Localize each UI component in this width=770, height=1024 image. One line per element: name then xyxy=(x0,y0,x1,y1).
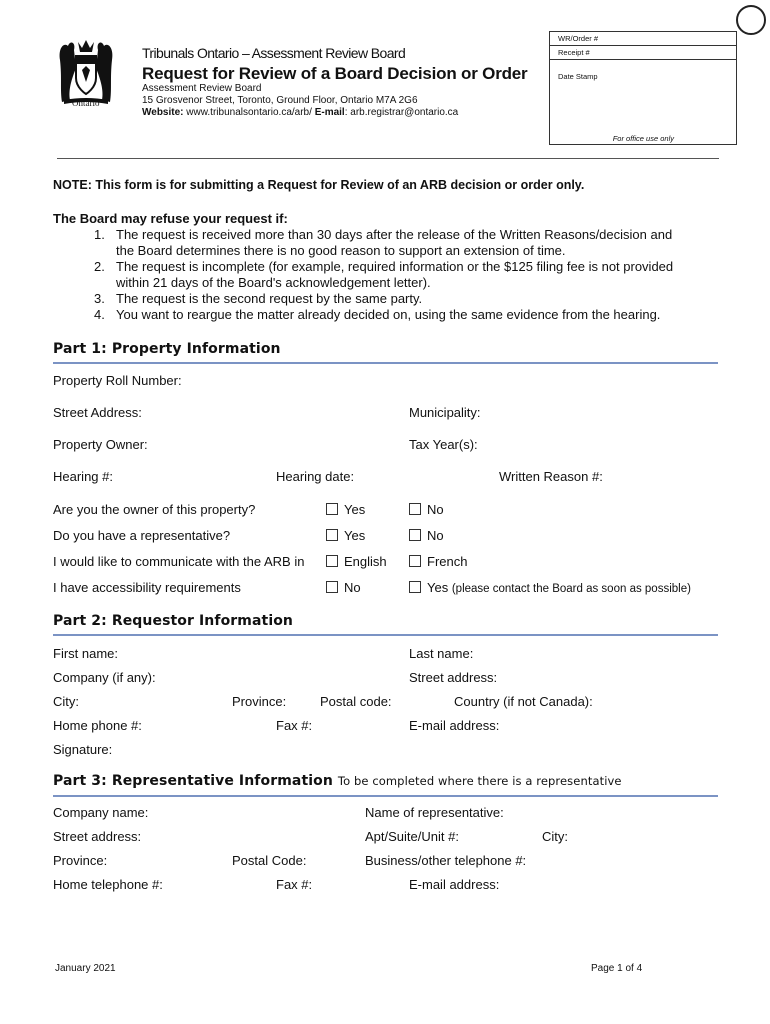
website-label: Website: xyxy=(142,107,184,118)
email-label: E-mail xyxy=(314,107,345,118)
refuse-item-number: 4. xyxy=(94,307,105,322)
street-address-label[interactable]: Street Address: xyxy=(53,405,142,420)
header-divider xyxy=(57,158,719,159)
rep-street-label[interactable]: Street address: xyxy=(53,829,142,844)
access-note: (please contact the Board as soon as possible) xyxy=(451,583,691,595)
refuse-item-text: The request is incomplete (for example, required information or the $125 filing fee is not provided xyxy=(116,259,674,274)
signature-label[interactable]: Signature: xyxy=(53,742,113,757)
checkbox-icon xyxy=(326,503,338,515)
fax-label[interactable]: Fax #: xyxy=(276,718,313,733)
part3-heading xyxy=(53,773,622,789)
organization-name: Tribunals Ontario – Assessment Review Board xyxy=(142,45,406,61)
municipality-label[interactable]: Municipality: xyxy=(409,405,481,420)
option-label: No xyxy=(344,580,361,595)
refuse-item-text: The request is the second request by the same party. xyxy=(116,291,423,306)
rep-name-label[interactable]: Name of representative: xyxy=(365,805,504,820)
refuse-item-number: 2. xyxy=(94,259,105,274)
option-label: English xyxy=(344,554,387,569)
property-roll-number-label[interactable]: Property Roll Number: xyxy=(53,373,182,388)
option-label: No xyxy=(427,528,444,543)
rep-city-label[interactable]: City: xyxy=(542,829,568,844)
form-note: NOTE: This form is for submitting a Request for Review of an ARB decision or order only. xyxy=(53,178,585,192)
refuse-heading: The Board may refuse your request if: xyxy=(53,211,288,226)
city-label[interactable]: City: xyxy=(53,694,79,709)
part3-subtitle: To be completed where there is a representative xyxy=(337,774,622,788)
part1-rule xyxy=(53,362,718,364)
language-question: I would like to communicate with the ARB in xyxy=(53,554,305,569)
part3-title: Part 3: Representative Information xyxy=(53,773,333,789)
home-phone-label[interactable]: Home phone #: xyxy=(53,718,142,733)
accessibility-question: I have accessibility requirements xyxy=(53,580,241,595)
page-corner-circle xyxy=(736,5,766,35)
province-label[interactable]: Province: xyxy=(232,694,287,709)
footer-date: January 2021 xyxy=(55,963,116,974)
part2-rule xyxy=(53,634,718,636)
owner-no-checkbox[interactable] xyxy=(409,502,444,517)
checkbox-icon xyxy=(326,581,338,593)
street-address-label[interactable]: Street address: xyxy=(409,670,498,685)
country-label[interactable]: Country (if not Canada): xyxy=(454,694,593,709)
footer-page: Page 1 of 4 xyxy=(591,963,643,974)
owner-question: Are you the owner of this property? xyxy=(53,502,256,517)
board-name: Assessment Review Board xyxy=(142,83,262,94)
part3-rule xyxy=(53,795,718,797)
hearing-date-label[interactable]: Hearing date: xyxy=(276,469,355,484)
rep-province-label[interactable]: Province: xyxy=(53,853,108,868)
option-label: No xyxy=(427,502,444,517)
postal-code-label[interactable]: Postal code: xyxy=(320,694,392,709)
written-reason-label[interactable]: Written Reason #: xyxy=(499,469,603,484)
website-link[interactable]: www.tribunalsontario.ca/arb/ xyxy=(186,107,312,118)
receipt-field[interactable]: Receipt # xyxy=(550,46,736,60)
first-name-label[interactable]: First name: xyxy=(53,646,119,661)
option-label: Yes xyxy=(344,502,366,517)
refuse-item-text: You want to reargue the matter already decided on, using the same evidence from the hearing. xyxy=(116,307,661,322)
last-name-label[interactable]: Last name: xyxy=(409,646,474,661)
english-checkbox[interactable] xyxy=(326,554,387,569)
checkbox-icon xyxy=(409,581,421,593)
part1-heading: Part 1: Property Information xyxy=(53,341,281,357)
checkbox-icon xyxy=(326,529,338,541)
email-link[interactable]: : arb.registrar@ontario.ca xyxy=(344,107,459,118)
checkbox-icon xyxy=(409,529,421,541)
access-no-checkbox[interactable] xyxy=(326,580,361,595)
property-owner-label[interactable]: Property Owner: xyxy=(53,437,148,452)
form-title: Request for Review of a Board Decision or Order xyxy=(142,64,528,83)
owner-yes-checkbox[interactable] xyxy=(326,502,365,517)
checkbox-icon xyxy=(409,503,421,515)
representative-question: Do you have a representative? xyxy=(53,528,231,543)
rep-business-phone-label[interactable]: Business/other telephone #: xyxy=(365,853,527,868)
rep-no-checkbox[interactable] xyxy=(409,528,444,543)
board-address: 15 Grosvenor Street, Toronto, Ground Floor, Ontario M7A 2G6 xyxy=(142,95,418,106)
checkbox-icon xyxy=(326,555,338,567)
checkbox-icon xyxy=(409,555,421,567)
office-use-box xyxy=(549,31,737,145)
rep-yes-checkbox[interactable] xyxy=(326,528,365,543)
company-label[interactable]: Company (if any): xyxy=(53,670,156,685)
french-checkbox[interactable] xyxy=(409,554,467,569)
date-stamp-field[interactable]: Date Stamp xyxy=(558,72,598,81)
hearing-number-label[interactable]: Hearing #: xyxy=(53,469,113,484)
rep-company-label[interactable]: Company name: xyxy=(53,805,149,820)
rep-email-label[interactable]: E-mail address: xyxy=(409,877,500,892)
refuse-item-text-cont: the Board determines there is no good reason to support an extension of time. xyxy=(116,243,566,258)
logo-wordmark: Ontario xyxy=(72,98,100,108)
refuse-item-text-cont: within 21 days of the Board's acknowledgement letter). xyxy=(116,275,431,290)
refuse-item-text: The request is received more than 30 days after the release of the Written Reasons/decision and xyxy=(116,227,673,242)
email-address-label[interactable]: E-mail address: xyxy=(409,718,500,733)
rep-postal-label[interactable]: Postal Code: xyxy=(232,853,307,868)
option-label: French xyxy=(427,554,468,569)
tax-year-label[interactable]: Tax Year(s): xyxy=(409,437,478,452)
refuse-item-number: 1. xyxy=(94,227,105,242)
rep-home-phone-label[interactable]: Home telephone #: xyxy=(53,877,163,892)
part2-heading: Part 2: Requestor Information xyxy=(53,613,293,629)
option-label: Yes xyxy=(344,528,366,543)
rep-fax-label[interactable]: Fax #: xyxy=(276,877,313,892)
wr-order-field[interactable]: WR/Order # xyxy=(550,32,736,46)
board-contact xyxy=(142,107,458,118)
office-use-note: For office use only xyxy=(612,134,674,143)
access-yes-checkbox[interactable] xyxy=(409,580,691,595)
rep-apt-label[interactable]: Apt/Suite/Unit #: xyxy=(365,829,459,844)
refuse-item-number: 3. xyxy=(94,291,105,306)
option-label: Yes xyxy=(427,580,449,595)
